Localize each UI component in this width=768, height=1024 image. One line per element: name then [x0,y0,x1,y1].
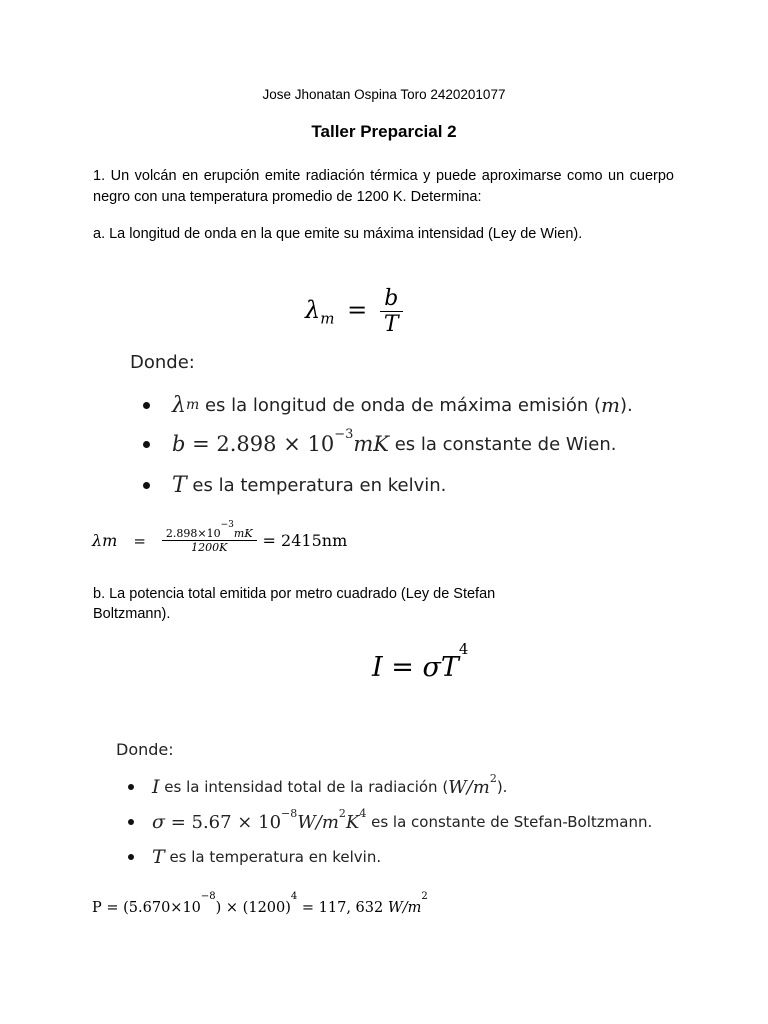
bullet-icon [128,854,134,860]
donde-label-a: Donde: [130,352,195,373]
part-a-question: a. La longitud de onda en la que emite su máxima intensidad (Ley de Wien). [93,226,583,242]
stefan-bullet-t: T es la temperatura en kelvin. [128,844,381,870]
bullet-icon [143,402,150,409]
wien-bullet-t: T es la temperatura en kelvin. [143,470,446,500]
problem-statement: 1. Un volcán en erupción emite radiación térmica y puede aproximarse como un cuerpo negro con una temperatura promedio de 1200 K. Determina: [93,168,674,205]
bullet-icon [128,784,134,790]
part-b-question-line2: Boltzmann). [93,606,171,622]
wien-bullet-b: b = 2.898 × 10 $^{-3}$ mK es la constante de Wien. [143,429,617,459]
wien-formula: $\lambda_m$ = $\frac{b}{T}$ [305,286,403,337]
bullet-icon [143,482,150,489]
bullet-icon [128,819,134,825]
stefan-bullet-i: I es la intensidad total de la radiación ( W/m $^2$ ). [128,774,507,800]
stefan-bullet-sigma: σ = 5.67 × 10 $^{-8}$ W/m $^2$ K $^4$ es la constante de Stefan-Boltzmann. [128,809,652,835]
document-title: Taller Preparcial 2 [311,122,457,141]
stefan-calculation: $P = (5.670\times 10^{-8}) \times (1200)^4 = 117$, 632 $W/m^2$ [92,891,428,916]
donde-label-b: Donde: [116,740,174,759]
part-b-question-line1: b. La potencia total emitida por metro cuadrado (Ley de Stefan [93,586,496,602]
wien-bullet-lambda: λ m es la longitud de onda de máxima emisión ( m ). [143,390,633,420]
author-line: Jose Jhonatan Ospina Toro 2420201077 [262,87,506,102]
stefan-formula: $I = \sigma T^4$ [372,640,469,683]
bullet-icon [143,441,150,448]
wien-calculation: λm = $\frac{2.898\times 10^{-3}mK}{1200K}$ = 2415nm [92,520,348,554]
